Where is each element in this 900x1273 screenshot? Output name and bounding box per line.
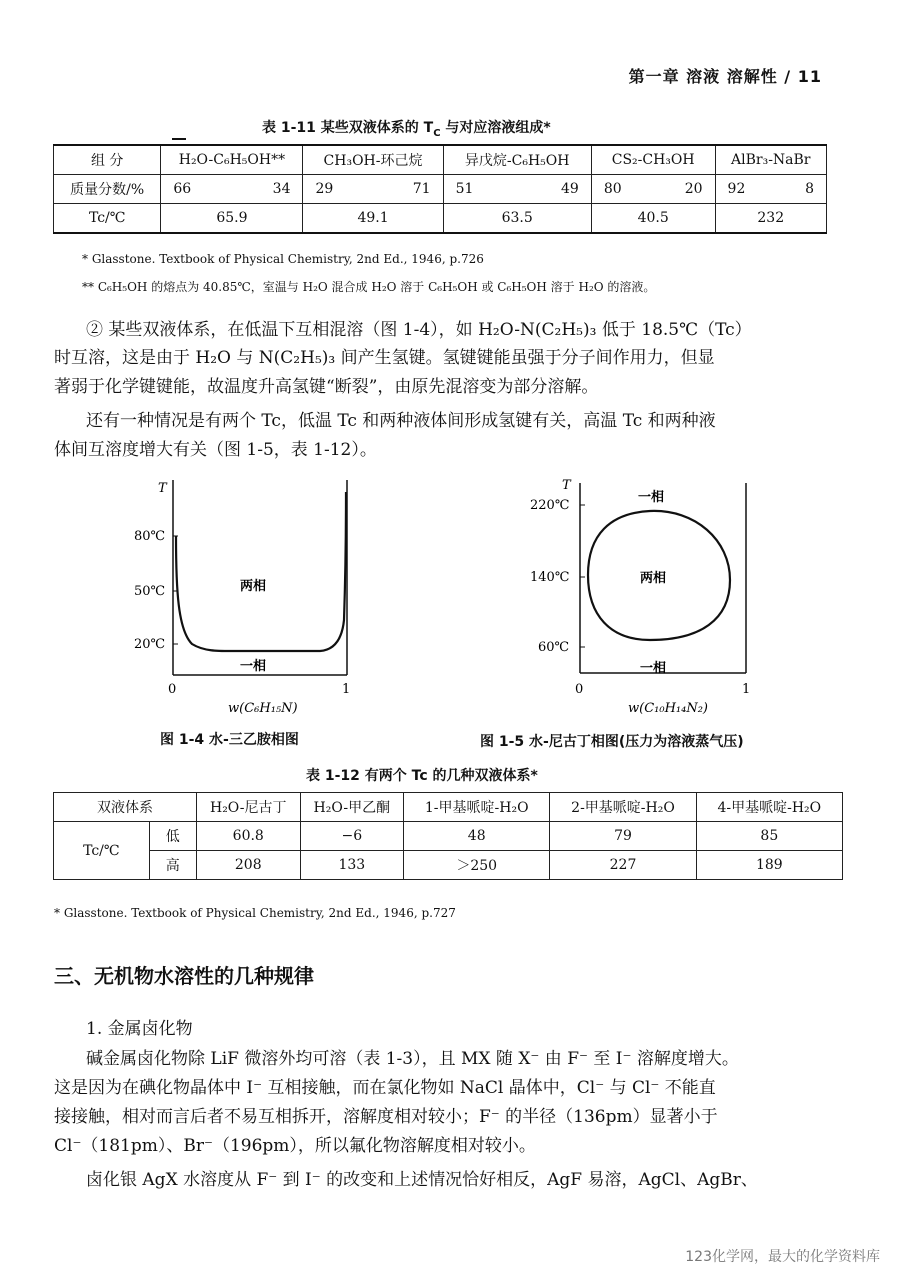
para1-line3: 著弱于化学键键能，故温度升高氢键“断裂”，由原先混溶变为部分溶解。 [54,377,599,397]
table-cell: H₂O-尼古丁 [196,793,300,822]
tick-label: 60℃ [538,640,570,655]
table-1-11 [53,144,827,234]
row-label: Tc/℃ [54,204,161,234]
para3-line2: 这是因为在碘化物晶体中 I⁻ 互相接触，而在氯化物如 NaCl 晶体中，Cl⁻ 与 Cl⁻ 不能直 [54,1078,716,1098]
table-cell: 92 8 [715,175,826,204]
table-cell: 232 [715,204,826,234]
para1-line1: ② 某些双液体系，在低温下互相混溶（图 1-4），如 H₂O-N(C₂H₅)₃ 低于 18.5℃（Tc） [86,320,752,340]
tick-label: 50℃ [134,584,166,599]
table-cell: 1-甲基哌啶-H₂O [404,793,550,822]
table-cell: H₂O-甲乙酮 [300,793,404,822]
table-cell: CH₃OH-环己烷 [303,145,443,175]
table-cell: 60.8 [196,822,300,851]
table-cell: 49.1 [303,204,443,234]
tick-label: 220℃ [530,498,570,513]
table-cell: 40.5 [591,204,715,234]
figure-1-4-caption: 图 1-4 水-三乙胺相图 [160,732,299,748]
table1-note2: ** C₆H₅OH 的熔点为 40.85℃，室温与 H₂O 混合成 H₂O 溶于 C₆H₅OH 或 C₆H₅OH 溶于 H₂O 的溶液。 [82,280,656,294]
tick-label: 140℃ [530,570,570,585]
region-one-phase-bottom: 一相 [640,661,667,676]
table-cell: 80 20 [591,175,715,204]
tick-label: 20℃ [134,637,166,652]
table-cell: CS₂-CH₃OH [591,145,715,175]
table-cell: 51 49 [443,175,591,204]
column-header: 双液体系 [54,793,197,822]
para3-line3: 接接触，相对而言后者不易互相拆开，溶解度相对较小；F⁻ 的半径（136pm）显著小于 [54,1107,718,1127]
para3-line4: Cl⁻（181pm）、Br⁻（196pm），所以氟化物溶解度相对较小。 [54,1136,536,1156]
table-cell: 29 71 [303,175,443,204]
table2-note: * Glasstone. Textbook of Physical Chemistry, 2nd Ed., 1946, p.727 [54,906,456,920]
figure-1-5-caption: 图 1-5 水-尼古丁相图(压力为溶液蒸气压) [480,734,744,750]
figure-1-5 [520,475,770,725]
row-label: 组 分 [54,145,161,175]
table-cell: H₂O-C₆H₅OH** [161,145,303,175]
y-axis-label: T [158,481,167,496]
para1-line2: 时互溶，这是由于 H₂O 与 N(C₂H₅)₃ 间产生氢键。氢键键能虽强于分子间作用力，但显 [54,348,715,368]
table-cell: 65.9 [161,204,303,234]
region-two-phase: 两相 [640,571,667,586]
x-tick-1: 1 [742,682,751,697]
watermark-text: 123化学网，最大的化学资料库 [685,1249,880,1265]
table-cell: 48 [404,822,550,851]
region-one-phase-top: 一相 [638,490,665,505]
section-title: 三、无机物水溶性的几种规律 [54,964,314,988]
table-cell: ＞250 [404,851,550,880]
para2-line2: 体间互溶度增大有关（图 1-5，表 1-12）。 [54,440,377,460]
row-label: Tc/℃ [54,822,150,880]
table-cell: 66 34 [161,175,303,204]
x-tick-1: 1 [342,682,351,697]
x-axis-label: w(C₆H₁₅N) [228,701,298,716]
table-1-12 [53,792,843,880]
table-cell: 227 [550,851,696,880]
para3-line1: 碱金属卤化物除 LiF 微溶外均可溶（表 1-3），且 MX 随 X⁻ 由 F⁻ 至 I⁻ 溶解度增大。 [86,1049,739,1069]
para2-line1: 还有一种情况是有两个 Tc，低温 Tc 和两种液体间形成氢键有关，高温 Tc 和两种液 [86,411,716,431]
x-axis-label: w(C₁₀H₁₄N₂) [628,701,708,716]
row-sublabel: 低 [149,822,196,851]
region-two-phase: 两相 [240,579,267,594]
table-cell: −6 [300,822,404,851]
table-cell: 79 [550,822,696,851]
x-tick-0: 0 [168,682,177,697]
table-cell: 63.5 [443,204,591,234]
caption-mark [172,138,186,140]
para4-line1: 卤化银 AgX 水溶度从 F⁻ 到 I⁻ 的改变和上述情况恰好相反，AgF 易溶，AgCl、AgBr、 [86,1170,758,1190]
table-cell: 4-甲基哌啶-H₂O [696,793,842,822]
table-cell: 189 [696,851,842,880]
table-cell: 异戊烷-C₆H₅OH [443,145,591,175]
region-one-phase: 一相 [240,659,267,674]
table-cell: 2-甲基哌啶-H₂O [550,793,696,822]
row-label: 质量分数/% [54,175,161,204]
row-sublabel: 高 [149,851,196,880]
tick-label: 80℃ [134,529,166,544]
phase-boundary-curve [176,492,346,651]
x-tick-0: 0 [575,682,584,697]
table-cell: 133 [300,851,404,880]
table2-caption: 表 1-12 有两个 Tc 的几种双液体系* [306,768,538,784]
table-cell: 208 [196,851,300,880]
figure-1-4 [120,470,390,720]
running-header: 第一章 溶液 溶解性 / 11 [628,67,822,86]
subsection-title: 1. 金属卤化物 [86,1019,193,1039]
table1-caption: 表 1-11 某些双液体系的 $T_C$ 与对应溶液组成* [262,120,551,139]
table-cell: AlBr₃-NaBr [715,145,826,175]
y-axis-label: T [562,478,571,493]
table1-note1: * Glasstone. Textbook of Physical Chemistry, 2nd Ed., 1946, p.726 [82,252,484,266]
table-cell: 85 [696,822,842,851]
